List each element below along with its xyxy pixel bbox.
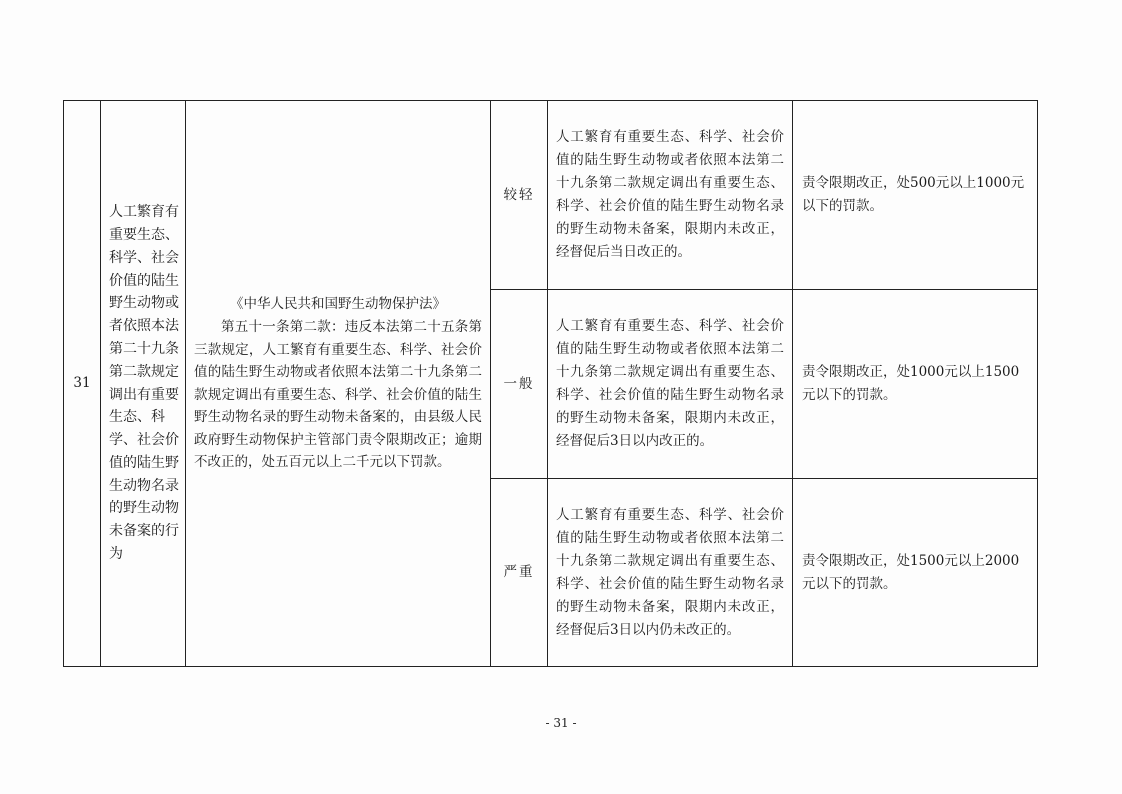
level-label: 严重 [503, 564, 535, 580]
legal-basis-text: 第五十一条第二款：违反本法第二十五条第三款规定，人工繁育有重要生态、科学、社会价值的陆生野生动物或者依照本法第二十九条第二款规定调出有重要生态、科学、社会价值的陆生野生动物名录的野生动物未备案的，由县级人民政府野生动物保护主管部门责令限期改正；逾期不改正的，处五百元以上二千元以下罚款。 [194, 319, 482, 471]
standard-cell-general [793, 290, 1038, 479]
penalty-standard-text: 责令限期改正，处500元以上1000元以下的罚款。 [802, 175, 1025, 214]
legal-basis-cell [186, 101, 491, 667]
circumstance-text: 人工繁育有重要生态、科学、社会价值的陆生野生动物或者依照本法第二十九条第二款规定调出有重要生态、科学、社会价值的陆生野生动物名录的野生动物未备案，限期内未改正，经督促后3日以内仍未改正的。 [556, 506, 784, 638]
level-cell-serious [491, 479, 548, 667]
penalty-table [63, 100, 1038, 667]
page-number: - 31 - [545, 716, 577, 730]
table-row [64, 101, 1038, 290]
level-label: 较轻 [503, 186, 535, 203]
penalty-standard-text: 责令限期改正，处1000元以上1500元以下的罚款。 [802, 364, 1020, 403]
circumstance-cell-general [548, 290, 793, 479]
row-number: 31 [73, 375, 91, 391]
circumstance-cell-serious [548, 479, 793, 667]
level-cell-light [491, 101, 548, 290]
circumstance-cell-light [548, 101, 793, 290]
standard-cell-light [793, 101, 1038, 290]
violation-behavior-text: 人工繁育有重要生态、科学、社会价值的陆生野生动物或者依照本法第二十九条第二款规定调出有重要生态、科学、社会价值的陆生野生动物名录的野生动物未备案的行为 [109, 204, 179, 563]
circumstance-text: 人工繁育有重要生态、科学、社会价值的陆生野生动物或者依照本法第二十九条第二款规定调出有重要生态、科学、社会价值的陆生野生动物名录的野生动物未备案，限期内未改正，经督促后当日改正的。 [556, 129, 784, 260]
row-number-cell [64, 101, 101, 667]
circumstance-text: 人工繁育有重要生态、科学、社会价值的陆生野生动物或者依照本法第二十九条第二款规定调出有重要生态、科学、社会价值的陆生野生动物名录的野生动物未备案，限期内未改正，经督促后3日以内改正的。 [556, 318, 784, 449]
level-label: 一般 [503, 375, 535, 392]
standard-cell-serious [793, 479, 1038, 667]
legal-basis-title: 《中华人民共和国野生动物保护法》 [230, 296, 446, 313]
violation-behavior-cell [101, 101, 186, 667]
level-cell-general [491, 290, 548, 479]
penalty-standard-text: 责令限期改正，处1500元以上2000元以下的罚款。 [802, 552, 1020, 592]
